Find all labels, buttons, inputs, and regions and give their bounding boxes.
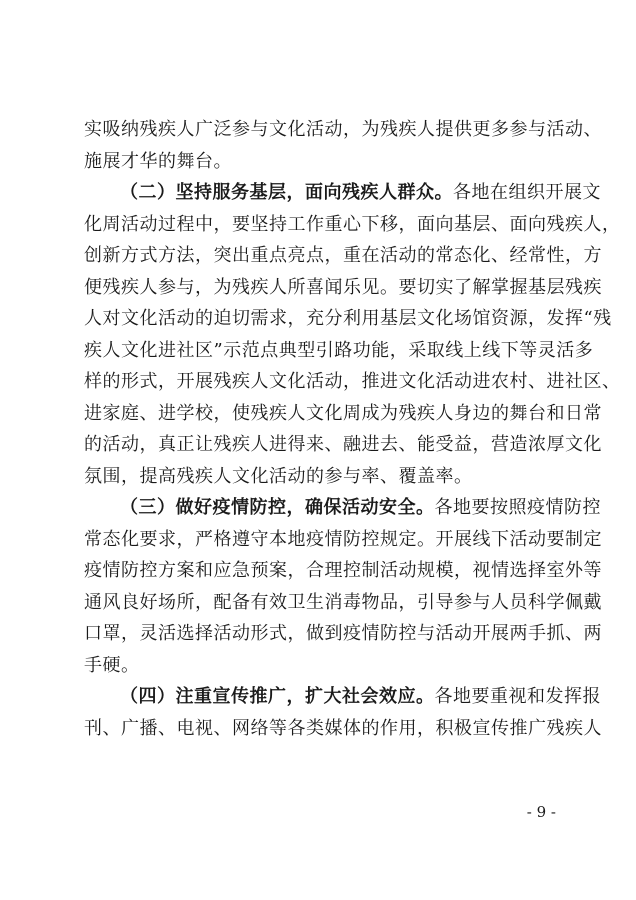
text-line <box>84 177 601 209</box>
page-number: - 9 - <box>526 803 556 821</box>
line-text: 人对文化活动的迫切需求，充分利用基层文化场馆资源，发挥“残 <box>84 308 612 329</box>
text-line <box>84 303 612 335</box>
text-line <box>84 618 602 650</box>
line-text: 进家庭、进学校，使残疾人文化周成为残疾人身边的舞台和日常 <box>84 402 602 424</box>
line-text: 施展才华的舞台。 <box>84 150 232 172</box>
line-text: 刊、广播、电视、网络等各类媒体的作用，积极宣传推广残疾人 <box>84 717 602 739</box>
text-line <box>84 587 602 619</box>
line-text: 便残疾人参与，为残疾人所喜闻乐见。要切实了解掌握基层残疾 <box>84 276 602 298</box>
text-line <box>84 366 621 398</box>
text-line <box>84 398 602 430</box>
line-text: 氛围，提高残疾人文化活动的参与率、覆盖率。 <box>84 465 473 487</box>
line-text: 疫情防控方案和应急预案，合理控制活动规模，视情选择室外等 <box>84 560 602 581</box>
line-text: 化周活动过程中，要坚持工作重心下移，面向基层、面向残疾人， <box>84 213 621 235</box>
text-line <box>84 209 621 241</box>
section-heading: （三）做好疫情防控，确保活动安全。 <box>120 497 435 518</box>
section-heading: （四）注重宣传推广，扩大社会效应。 <box>120 686 435 707</box>
line-text: 手硬。 <box>84 654 140 676</box>
body-text <box>84 114 621 744</box>
line-text: 各地要重视和发挥报 <box>434 686 601 707</box>
line-text: 各地在组织开展文 <box>453 182 601 203</box>
text-line <box>84 146 556 178</box>
text-line <box>84 650 556 682</box>
text-line <box>84 272 602 304</box>
line-text: 创新方式方法，突出重点亮点，重在活动的常态化、经常性，方 <box>84 245 602 266</box>
text-line <box>84 429 602 461</box>
line-text: 的活动，真正让残疾人进得来、融进去、能受益，营造浓厚文化 <box>84 434 602 455</box>
line-text: 口罩，灵活选择活动形式，做到疫情防控与活动开展两手抓、两 <box>84 623 602 644</box>
section-heading: （二）坚持服务基层，面向残疾人群众。 <box>120 182 453 203</box>
text-line <box>84 713 602 745</box>
text-line <box>84 461 556 493</box>
text-line <box>84 492 601 524</box>
text-line <box>84 555 602 587</box>
text-line <box>84 240 602 272</box>
line-text: 实吸纳残疾人广泛参与文化活动，为残疾人提供更多参与活动、 <box>84 119 602 140</box>
line-text: 常态化要求，严格遵守本地疫情防控规定。开展线下活动要制定 <box>84 528 602 550</box>
line-text: 通风良好场所，配备有效卫生消毒物品，引导参与人员科学佩戴 <box>84 591 602 613</box>
line-text: 各地要按照疫情防控 <box>434 497 601 518</box>
line-text: 疾人文化进社区”示范点典型引路功能，采取线上线下等灵活多 <box>84 339 594 361</box>
line-text: 样的形式，开展残疾人文化活动，推进文化活动进农村、进社区、 <box>84 371 621 392</box>
text-line <box>84 114 602 146</box>
text-line <box>84 524 602 556</box>
text-line <box>84 681 601 713</box>
text-line <box>84 335 594 367</box>
